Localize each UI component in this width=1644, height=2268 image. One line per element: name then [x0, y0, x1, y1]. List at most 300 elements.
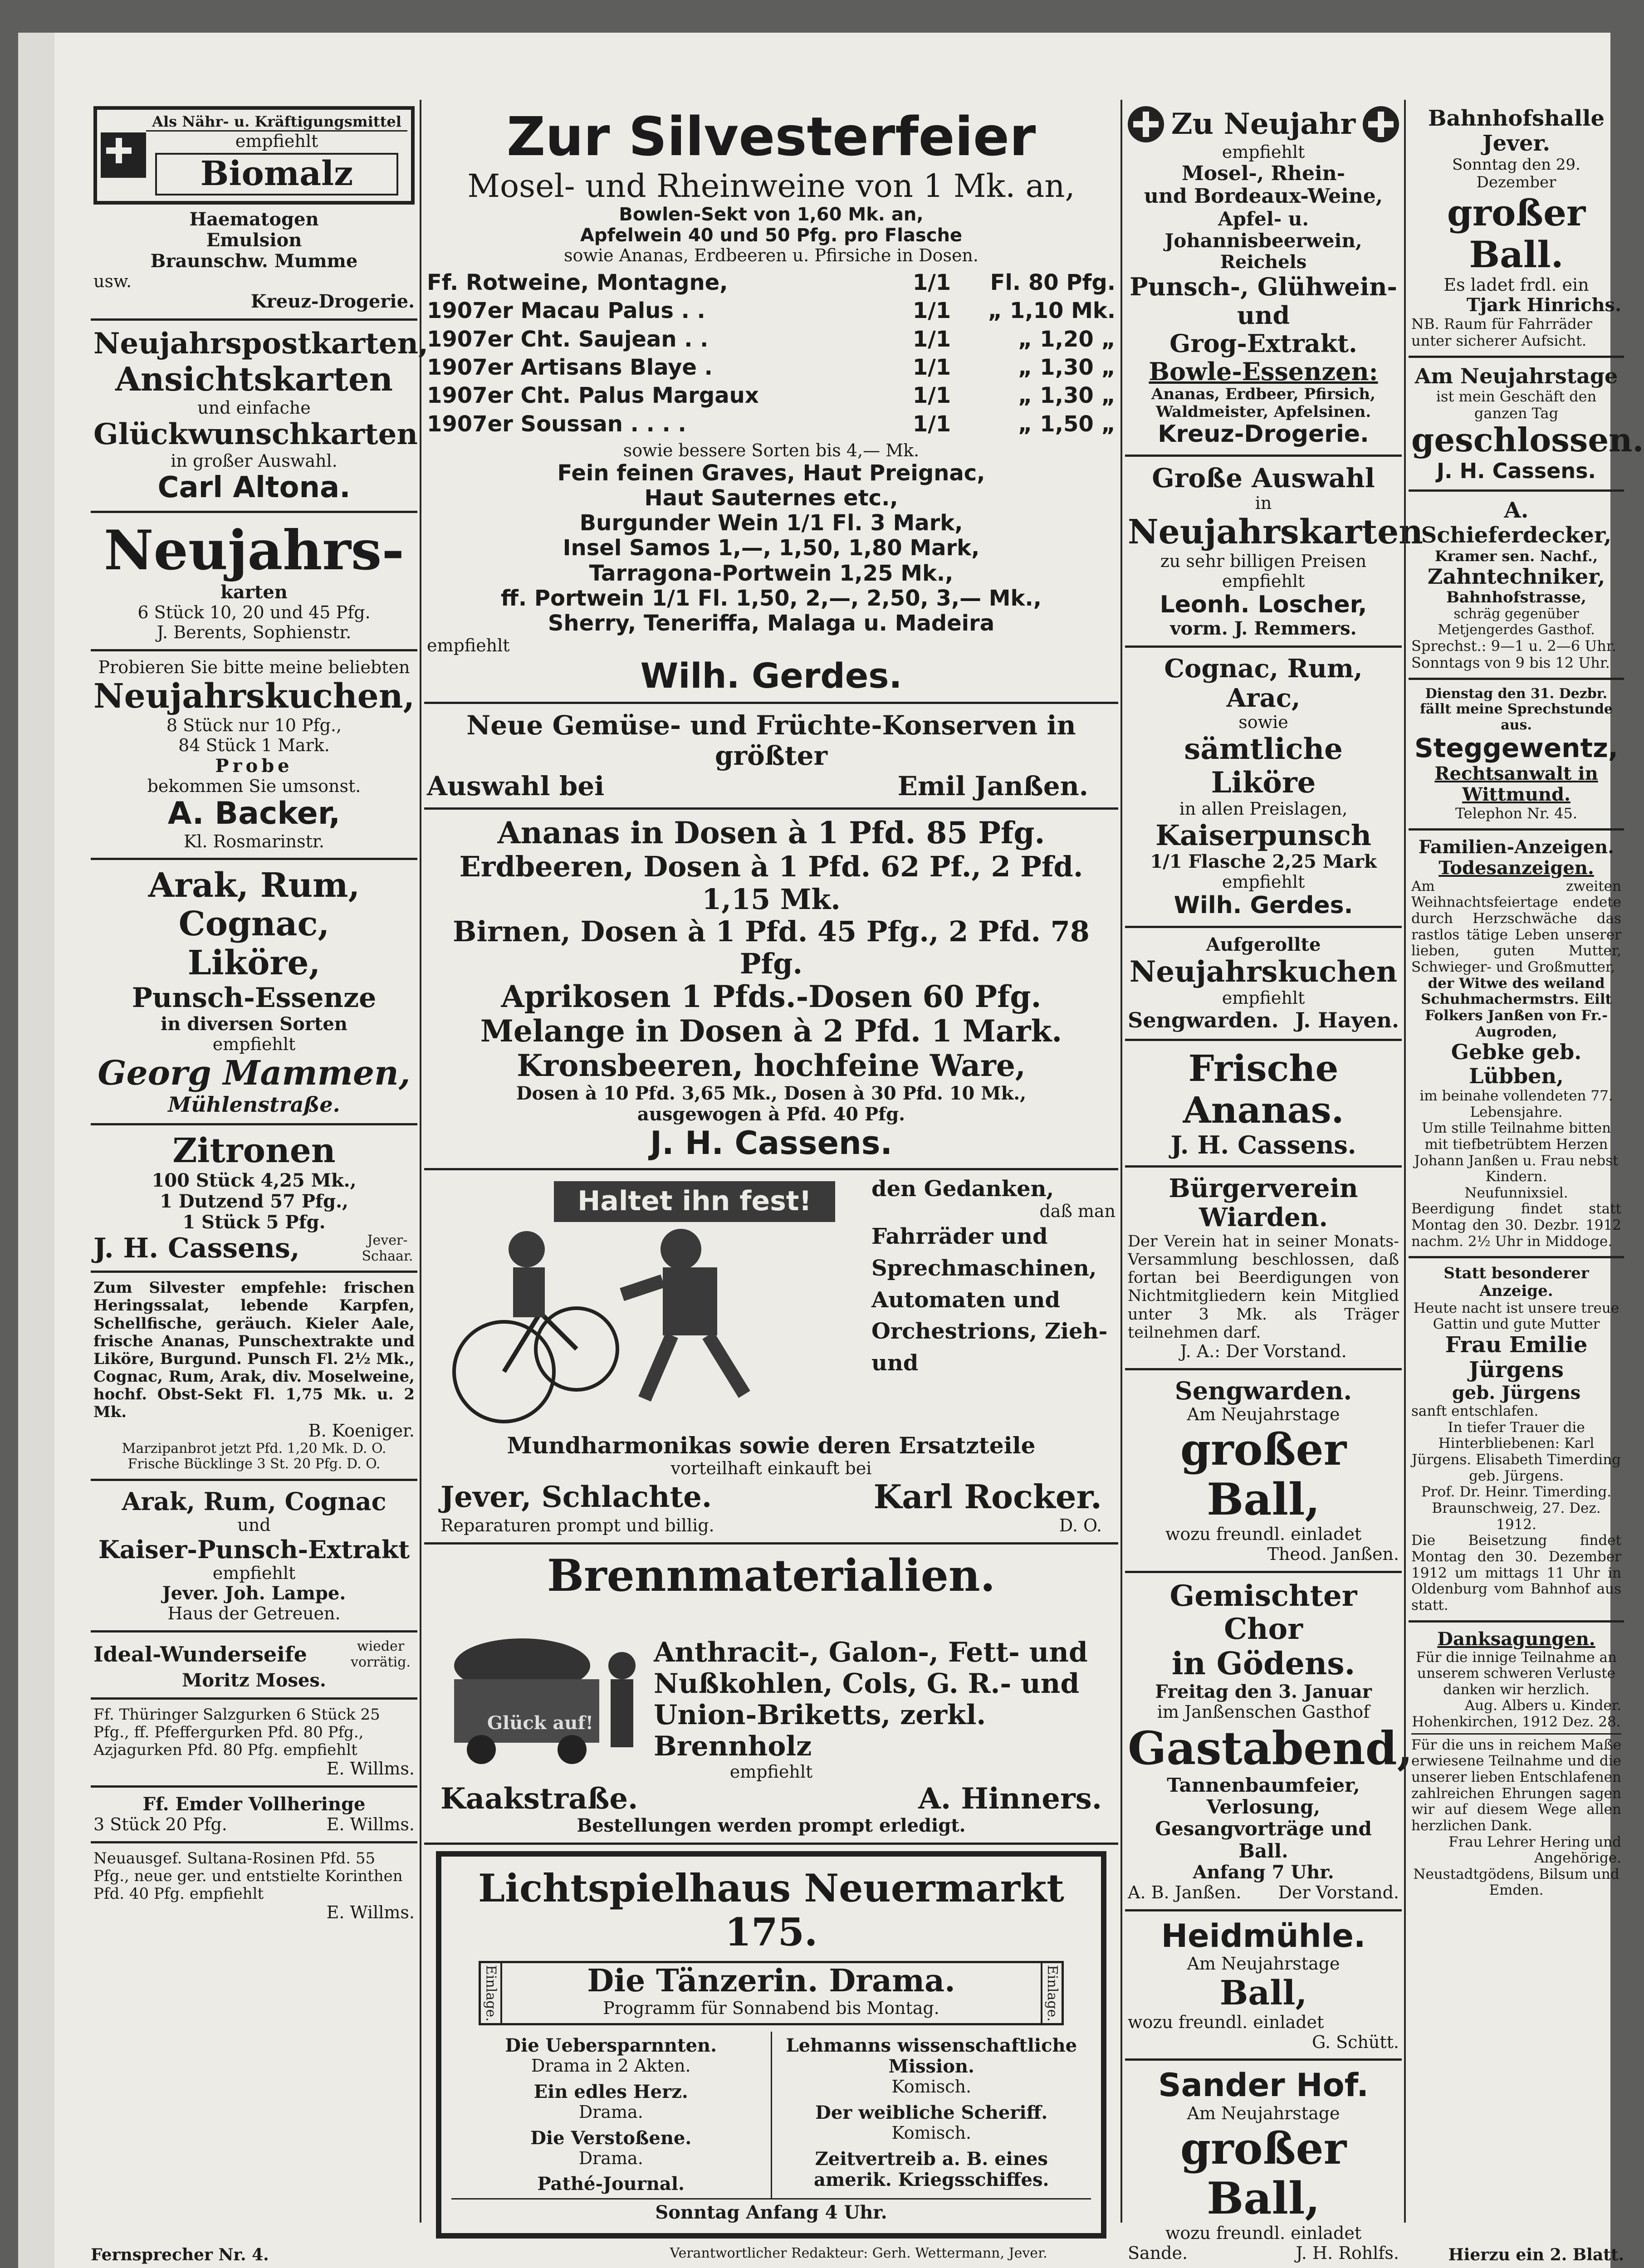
price-row: Aprikosen 1 Pfds.-Dosen 60 Pfg.: [501, 979, 1042, 1015]
headline: Ff. Emder Vollheringe: [142, 1794, 366, 1815]
text-line: Fein feinen Graves, Haut Preignac,: [557, 460, 985, 486]
ad-buergerverein: [1125, 1168, 1402, 1370]
city: Sengwarden.: [1128, 1007, 1279, 1032]
product-name: Biomalz: [155, 153, 398, 195]
text-body: Für die innige Teilnahme an unserem schweren Verluste danken wir herzlich.: [1416, 1649, 1617, 1698]
headline: Lichtspielhaus Neuermarkt 175.: [478, 1866, 1064, 1955]
headline: Auswahl bei: [427, 770, 605, 802]
ad-heidmuehle: [1125, 1911, 1402, 2061]
film-genre: Komisch.: [891, 2123, 972, 2143]
text-body: Beerdigung findet statt Montag den 30. Dezbr. 1912 nachm. 2½ Uhr in Middoge.: [1411, 1201, 1621, 1250]
ad-sengwarden: [1125, 1370, 1402, 1573]
text-line: Anfang 7 Uhr.: [1193, 1862, 1334, 1883]
kino-frame: [436, 1851, 1106, 2239]
ad-willms-3: [91, 1843, 417, 1929]
text-line: zu sehr billigen Preisen: [1160, 551, 1367, 572]
ad-familien: [1409, 831, 1624, 1259]
signature: J. H. Rohlfs.: [1296, 2243, 1399, 2263]
section-subtitle: Todesanzeigen.: [1438, 857, 1594, 879]
shop-name: J. H. Cassens.: [650, 1124, 893, 1162]
headline: Zur Silvesterfeier: [506, 105, 1036, 168]
ad-koeniger: [91, 1273, 417, 1481]
headline: Am Neujahrstage: [1414, 363, 1618, 388]
wine-row: [427, 353, 1116, 381]
ad-schieferdecker: [1409, 492, 1624, 680]
headline: Neujahrskarten: [1128, 513, 1423, 552]
coal-cart-illustration: [427, 1629, 654, 1734]
ad-juergens: [1409, 1258, 1624, 1622]
headline: Neue Gemüse- und Früchte-Konserven in größter: [466, 710, 1076, 771]
text-line: Reparaturen prompt und billig.: [440, 1515, 714, 1535]
text-line: 6 Stück 10, 20 und 45 Pfg.: [137, 602, 371, 623]
text-line: Neustadtgödens, Bilsum und Emden.: [1413, 1866, 1620, 1899]
text-body: Neuausgef. Sultana-Rosinen Pfd. 55 Pfg., neue ger. und entstielte Korinthen Pfd. 40 Pfg. empfiehlt: [93, 1849, 403, 1903]
text-line: empfiehlt: [1222, 872, 1305, 892]
kino-footer: Sonntag Anfang 4 Uhr.: [451, 2198, 1091, 2223]
shop-name: Leonh. Loscher,: [1160, 591, 1367, 618]
headline: großer Ball,: [1180, 1423, 1347, 1525]
text-line: Dosen à 10 Pfd. 3,65 Mk., Dosen à 30 Pfd. 10 Mk.,: [516, 1083, 1027, 1105]
film-title: Der weibliche Scheriff.: [815, 2102, 1048, 2124]
text-line: empfiehlt: [1222, 988, 1305, 1008]
text-line: und einfache: [197, 397, 311, 418]
headline: Liköre,: [187, 943, 321, 982]
headline: Gemischter Chor: [1169, 1579, 1357, 1647]
headline: Cognac,: [178, 904, 330, 944]
text-line: wozu freundl. einladet: [1165, 1524, 1362, 1545]
headline: Zahntechniker,: [1427, 564, 1605, 589]
headline: Brennmaterialien.: [547, 1549, 996, 1601]
address: Mühlenstraße.: [168, 1092, 340, 1117]
headline-cont: karten: [220, 582, 288, 603]
wine-price: „ 1,20 „: [1018, 326, 1116, 352]
shop-name: Kreuz-Drogerie.: [250, 291, 415, 313]
footer-note: Hierzu ein 2. Blatt.: [1448, 2245, 1624, 2264]
ad-ananas: [1125, 1041, 1402, 1168]
headline: Neujahrs-: [103, 518, 405, 583]
text-line: Frische Bücklinge 3 St. 20 Pfg. D. O.: [127, 1456, 381, 1472]
text-line: Ananas, Erdbeer, Pfirsich, Waldmeister, Apfelsinen.: [1151, 385, 1375, 421]
text-line: Bestellungen werden prompt erledigt.: [577, 1815, 966, 1837]
signature: Der Vorstand.: [1278, 1882, 1399, 1903]
ad-hayen: [1125, 928, 1402, 1041]
shop-name: J. H. Cassens.: [1170, 1130, 1356, 1159]
text-line: Heute nacht ist unsere treue Gattin und gute Mutter: [1413, 1300, 1620, 1333]
wine-row: [427, 297, 1116, 325]
person-name: Gebke geb. Lübben,: [1451, 1040, 1582, 1089]
text-line: 8 Stück nur 10 Pfg.,: [166, 715, 342, 736]
text-body: Fahrräder und Sprechmaschinen, Automaten und Orchestrions, Zieh- und: [871, 1224, 1108, 1376]
text-line: Am Neujahrstage: [1187, 2103, 1340, 2123]
headline: Arak, Rum,: [148, 866, 360, 905]
product-item: Haematogen: [189, 208, 319, 230]
text-line: Neufunnixsiel.: [1464, 1184, 1568, 1201]
text-line: Aufgerollte: [1206, 934, 1321, 955]
wine-row: [427, 410, 1116, 438]
ad-loscher: [1125, 457, 1423, 648]
text-line: NB. Raum für Fahrräder unter sicherer Aufsicht.: [1411, 315, 1592, 350]
text-line: Dienstag den 31. Dezbr. fällt meine Sprechstunde aus.: [1419, 685, 1613, 733]
cyclist-chase-drawing: [427, 1222, 871, 1431]
text-line: und Bordeaux-Weine,: [1144, 185, 1383, 208]
ad-sander-hof: [1125, 2061, 1402, 2268]
text-line: Mosel-, Rhein-: [1182, 161, 1345, 185]
ad-cassens-konserven: [424, 810, 1118, 1170]
text-line: Mundharmonikas sowie deren Ersatzteile: [507, 1432, 1036, 1459]
wine-row: [427, 325, 1116, 353]
text-line: im beinahe vollendeten 77. Lebensjahre.: [1419, 1087, 1613, 1120]
headline: Grog-Extrakt.: [1169, 328, 1357, 358]
ad-backer: [91, 651, 417, 860]
text-line: sowie Ananas, Erdbeeren u. Pfirsiche in Dosen.: [563, 245, 979, 266]
text-line: Rechtsanwalt in Wittmund.: [1434, 763, 1598, 805]
text-line: und: [237, 1515, 271, 1535]
text-line: Reichels: [1220, 251, 1307, 273]
text-line: 3 Stück 20 Pfg.: [93, 1814, 227, 1835]
film-title: Zeitvertreib a. B. eines amerik. Kriegsschiffes.: [814, 2148, 1049, 2190]
headline: Punsch-, Glühwein- und: [1130, 272, 1397, 330]
wine-name: Ff. Rotweine, Montagne,: [427, 269, 728, 295]
text-line: ist mein Geschäft den ganzen Tag: [1436, 387, 1597, 422]
shop-name: A. Backer,: [167, 796, 341, 832]
wine-name: 1907er Cht. Palus Margaux: [427, 383, 759, 409]
text-line: Hohenkirchen, 1912 Dez. 28.: [1412, 1714, 1621, 1730]
headline: Bowle-Essenzen:: [1149, 357, 1378, 386]
wine-name: 1907er Soussan . . . .: [427, 411, 686, 437]
text-line: empfiehlt: [729, 1762, 813, 1782]
headline: Sengwarden.: [1174, 1376, 1352, 1405]
headline: Zitronen: [172, 1131, 336, 1171]
text-line: Prof. Dr. Heinr. Timerding.: [1421, 1484, 1612, 1501]
text-line: Am Neujahrstage: [1187, 1954, 1340, 1974]
person-name: Frau Emilie Jürgens: [1445, 1332, 1588, 1383]
text-line: in diversen Sorten: [161, 1013, 347, 1035]
film-genre: Drama.: [578, 2102, 643, 2122]
text-line: Haut Sauternes etc.,: [644, 485, 898, 511]
cross-icon: [1128, 106, 1164, 142]
headline: Arak, Rum, Cognac: [122, 1486, 387, 1516]
wine-size: 1/1: [912, 326, 951, 352]
wine-size: 1/1: [912, 355, 951, 381]
shop-name: Georg Mammen,: [98, 1054, 411, 1093]
headline: Kaiserpunsch: [1155, 818, 1371, 852]
price-row: Erdbeeren, Dosen à 1 Pfd. 62 Pf., 2 Pfd. 1,15 Mk.: [459, 850, 1083, 916]
film-title: Pathé-Journal.: [537, 2173, 685, 2195]
headline: großer Ball.: [1447, 191, 1586, 276]
text-line: Burgunder Wein 1/1 Fl. 3 Mark,: [579, 510, 963, 536]
product-item: Braunschw. Mumme: [150, 250, 358, 272]
text-line: sanft entschlafen.: [1411, 1403, 1539, 1420]
main-feature: Die Tänzerin. Drama.: [587, 1962, 955, 1999]
text-line: in allen Preislagen,: [1179, 799, 1348, 819]
text-line: Kramer sen. Nachf.,: [1434, 547, 1598, 565]
text-line: Tarragona-Portwein 1,25 Mk.,: [589, 560, 954, 586]
ad-willms-1: [91, 1700, 417, 1788]
wine-name: 1907er Macau Palus . .: [427, 298, 705, 324]
headline: geschlossen.: [1411, 420, 1644, 459]
shop-name: Wilh. Gerdes.: [1174, 891, 1353, 919]
text-line: 1/1 Flasche 2,25 Mark: [1150, 851, 1377, 873]
shop-name: B. Koeniger.: [308, 1421, 415, 1441]
headline: in Gödens.: [1171, 1645, 1355, 1682]
text-line: schräg gegenüber Metjengerdes Gasthof.: [1438, 606, 1595, 638]
text-line: Probe: [215, 755, 293, 777]
signature: J. A.: Der Vorstand.: [1180, 1341, 1347, 1362]
footer-editor: Verantwortlicher Redakteur: Gerh. Wettermann, Jever.: [670, 2245, 1047, 2261]
film-genre: Komisch.: [891, 2077, 972, 2097]
text-line: bekommen Sie umsonst.: [147, 776, 361, 796]
film-genre: Drama.: [578, 2148, 643, 2168]
ad-moses: [91, 1633, 417, 1700]
ad-mammen: [91, 860, 417, 1125]
headline: Neujahrskuchen: [1129, 954, 1398, 989]
shop-name: E. Willms.: [326, 1814, 415, 1835]
text-line: Bowlen-Sekt von 1,60 Mk. an,: [619, 204, 924, 225]
text-line: 100 Stück 4,25 Mk.,: [152, 1170, 357, 1192]
product-item: Emulsion: [206, 229, 302, 251]
program-list: [451, 2032, 1091, 2198]
ad-willms-2: [91, 1788, 417, 1843]
bicycle-illustration: [427, 1177, 871, 1432]
text-line: Telephon Nr. 45.: [1455, 804, 1578, 822]
signature: Tjark Hinrichs.: [1466, 294, 1621, 316]
headline: großer Ball,: [1180, 2122, 1347, 2224]
text-line: in großer Auswahl.: [171, 450, 338, 471]
column-4: [1409, 100, 1644, 2232]
headline: Bürgerverein Wiarden.: [1169, 1173, 1358, 1233]
text-line: empfiehlt: [1222, 142, 1305, 162]
text-line: 1 Dutzend 57 Pfg.,: [160, 1191, 348, 1212]
column-1: [91, 100, 429, 2232]
wine-price: „ 1,10 Mk.: [988, 298, 1116, 324]
ad-gerdes-likoere: [1125, 648, 1402, 928]
text-line: Sprechst.: 9—1 u. 2—6 Uhr. Sonntags von 9 bis 12 Uhr.: [1411, 637, 1616, 671]
page-footer: [91, 2245, 1624, 2264]
ad-gerdes-silvester: [424, 100, 1118, 704]
price-row: Kronsbeeren, hochfeine Ware,: [517, 1048, 1026, 1084]
text-line: D. O.: [1059, 1515, 1102, 1535]
wine-size: 1/1: [912, 298, 951, 324]
headline: Neujahrskuchen,: [93, 677, 415, 716]
shop-name: E. Willms.: [326, 1902, 415, 1922]
film-title: Lehmanns wissenschaftliche Mission.: [786, 2035, 1077, 2077]
headline: Große Auswahl: [1152, 462, 1375, 494]
side-label: Einlage.: [481, 1963, 502, 2024]
ad-hinners: [424, 1545, 1118, 1845]
ad-altona: [91, 321, 429, 513]
text-line: ausgewogen à Pfd. 40 Pfg.: [637, 1104, 905, 1125]
text-body: Der Verein hat in seiner Monats-Versammlung beschlossen, daß fortan bei Beerdigungen von Nichtmitgliedern kein Mitglied unter 3 Mk. als Träger teilnehmen darf.: [1128, 1232, 1399, 1342]
headline: Gastabend,: [1128, 1721, 1413, 1775]
headline: sämtliche Liköre: [1184, 732, 1343, 800]
shop-name: A. Schieferdecker,: [1421, 498, 1612, 548]
text-line: Bahnhofstrasse,: [1446, 588, 1586, 607]
signature: A. B. Janßen.: [1128, 1882, 1242, 1903]
ad-zitronen: [91, 1125, 417, 1273]
city: Sande.: [1128, 2243, 1188, 2263]
headline: Sander Hof.: [1158, 2067, 1369, 2104]
ad-janssen: [424, 704, 1118, 810]
text-line: Probieren Sie bitte meine beliebten: [98, 657, 410, 677]
haltet-banner: Haltet ihn fest!: [554, 1181, 835, 1222]
ad-danksagungen: [1409, 1623, 1624, 1906]
person-name: geb. Jürgens: [1452, 1382, 1581, 1404]
text-line: Braunschweig, 27. Dez. 1912.: [1432, 1500, 1601, 1533]
binding-strip: [18, 33, 54, 2268]
shop-name: Moritz Moses.: [182, 1670, 326, 1691]
cart-label: Glück auf!: [487, 1712, 594, 1734]
text-line: den Gedanken,: [871, 1176, 1054, 1202]
text-line: in: [1255, 493, 1272, 513]
wine-price: „ 1,50 „: [1018, 411, 1116, 437]
shop-name: E. Willms.: [326, 1759, 415, 1779]
headline: Ansichtskarten: [115, 359, 393, 398]
column-rule: [1120, 100, 1122, 2223]
price-row: Ananas in Dosen à 1 Pfd. 85 Pfg.: [497, 815, 1045, 851]
wine-price: Fl. 80 Pfg.: [990, 269, 1116, 295]
text-line: empfiehlt: [212, 1563, 296, 1583]
text-line: vorm. J. Remmers.: [1170, 618, 1357, 640]
shop-name: J. H. Cassens.: [1437, 459, 1596, 484]
wine-name: 1907er Cht. Saujean . .: [427, 326, 709, 352]
subheadline: Mosel- und Rheinweine von 1 Mk. an,: [467, 167, 1075, 205]
text-line: 1 Stück 5 Pfg.: [182, 1212, 326, 1233]
text-line: daß man: [1039, 1201, 1116, 1221]
wine-size: 1/1: [912, 411, 951, 437]
product-item: usw.: [93, 271, 132, 291]
headline: Kaiser-Punsch-Extrakt: [98, 1535, 410, 1564]
text-body: Anthracit-, Galon-, Fett- und Nußkohlen, Cols, G. R.- und Union-Briketts, zerkl. Brennholz: [654, 1637, 1088, 1763]
shop-name: Emil Janßen.: [897, 770, 1088, 802]
headline: Ball,: [1219, 1973, 1307, 2013]
section-title: Danksagungen.: [1437, 1628, 1595, 1650]
shop-name: J. Berents, Sophienstr.: [157, 622, 352, 642]
ad-cassens-geschlossen: [1409, 358, 1644, 492]
cross-icon: [1363, 106, 1399, 142]
ad-bahnhofshalle: [1409, 100, 1624, 358]
text-line: wozu freundl. einladet: [1128, 2012, 1324, 2032]
film-genre: Drama in 2 Akten.: [531, 2056, 691, 2076]
wine-size: 1/1: [912, 269, 951, 295]
text-line: Apfel- u. Johannisbeerwein,: [1164, 207, 1362, 252]
ad-kino: [424, 1845, 1118, 2245]
headline: Bahnhofshalle Jever.: [1428, 106, 1605, 156]
signature: Aug. Albers u. Kinder.: [1464, 1697, 1621, 1714]
column-rule: [1404, 100, 1406, 2223]
headline: Ideal-Wunderseife: [93, 1642, 307, 1667]
text-line: wozu freundl. einladet: [1165, 2223, 1362, 2244]
text-body: der Witwe des weiland Schuhmachermstrs. Eilt Folkers Janßen von Fr.-Augroden,: [1421, 975, 1612, 1040]
text-line: Sherry, Teneriffa, Malaga u. Madeira: [548, 611, 995, 636]
column-2: [424, 100, 1118, 2232]
ad-steggewentz: [1409, 680, 1624, 831]
empfiehlt-text: empfiehlt: [235, 131, 318, 151]
wine-price-list: [427, 269, 1116, 438]
headline: Zu Neujahr: [1171, 107, 1356, 142]
film-title: Die Verstoßene.: [530, 2127, 692, 2149]
column-3: [1125, 100, 1423, 2263]
signature: G. Schütt.: [1311, 2032, 1399, 2052]
wine-row: [427, 269, 1116, 297]
headline: Punsch-Essenze: [132, 982, 377, 1014]
section-title: Familien-Anzeigen.: [1418, 836, 1615, 858]
footer-phone: Fernsprecher Nr. 4.: [91, 2245, 269, 2264]
film-title: Ein edles Herz.: [533, 2081, 688, 2103]
text-line: Apfelwein 40 und 50 Pfg. pro Flasche: [580, 225, 963, 246]
address: Haus der Getreuen.: [167, 1603, 341, 1624]
text-body: Am zweiten Weihnachtsfeiertage endete durch Herzschwäche das rastlos tätige Leben unserer lieben, guten Mutter, Schwieger- und Großmutter,: [1411, 878, 1621, 975]
ad-biomalz: [91, 100, 417, 321]
shop-name: Carl Altona.: [157, 470, 351, 504]
city: Jever, Schlachte.: [440, 1480, 712, 1514]
shop-name: Wilh. Gerdes.: [640, 655, 902, 696]
ad-chor: [1125, 1573, 1413, 1911]
text-body: Um stille Teilnahme bitten mit tiefbetrübtem Herzen Johann Janßen u. Frau nebst Kindern.: [1414, 1120, 1619, 1185]
text-line: im Janßenschen Gasthof: [1157, 1702, 1370, 1722]
banner-text: Als Nähr- u. Kräftigungsmittel: [146, 113, 407, 132]
text-line: Freitag den 3. Januar: [1155, 1681, 1372, 1703]
text-line: 84 Stück 1 Mark.: [178, 735, 330, 756]
text-line: Programm für Sonnabend bis Montag.: [603, 1998, 939, 2018]
headline: Neujahrspostkarten,: [93, 327, 429, 361]
shop-name: Karl Rocker.: [873, 1477, 1102, 1516]
text-body: Zum Silvester empfehle: frischen Heringssalat, lebende Karpfen, Schellfische, geräuch. Kieler Aale, frische Ananas, Punschextrakte und Liköre, Burgund. Punsch Fl. 2½ Mk., Cognac, Rum, Arak, div. Moselweine, hochf. Obst-Sekt Fl. 1,75 Mk. u. 2 Mk.: [93, 1279, 415, 1422]
price-row: Birnen, Dosen à 1 Pfd. 45 Pfg., 2 Pfd. 78 Pfg.: [453, 914, 1090, 981]
text-line: Es ladet frdl. ein: [1443, 274, 1589, 295]
shop-name: Jever. Joh. Lampe.: [162, 1583, 346, 1604]
section-title: Statt besonderer Anzeige.: [1443, 1264, 1589, 1300]
address: Jever-Schaar.: [362, 1232, 413, 1264]
text-line: empfiehlt: [427, 635, 510, 656]
wine-price: „ 1,30 „: [1018, 355, 1116, 381]
shop-name: J. H. Cassens,: [93, 1232, 300, 1265]
shop-name: Kreuz-Drogerie.: [1158, 420, 1369, 448]
text-line: empfiehlt: [1222, 571, 1305, 591]
text-line: Marzipanbrot jetzt Pfd. 1,20 Mk. D. O.: [122, 1440, 387, 1457]
column-rule: [420, 100, 421, 2223]
headline: Frische Ananas.: [1183, 1046, 1344, 1131]
ad-rocker: [424, 1170, 1118, 1545]
text-line: Sonntag den 29. Dezember: [1452, 156, 1580, 192]
text-line: ff. Portwein 1/1 Fl. 1,50, 2,—, 2,50, 3,— Mk.,: [501, 585, 1042, 611]
shop-name: Steggewentz,: [1414, 733, 1618, 764]
text-line: Am Neujahrstage: [1187, 1404, 1340, 1424]
text-body: Die Beisetzung findet Montag den 30. Dezember 1912 um mittags 11 Uhr in Oldenburg vom Bahnhof aus statt.: [1411, 1532, 1621, 1613]
text-line: vorteilhaft einkauft bei: [670, 1458, 872, 1478]
shop-name: A. Hinners.: [918, 1781, 1102, 1816]
shop-name: J. Hayen.: [1295, 1007, 1399, 1032]
text-line: sowie bessere Sorten bis 4,— Mk.: [623, 440, 920, 461]
wine-size: 1/1: [912, 383, 951, 409]
address: Kl. Rosmarinstr.: [183, 831, 324, 851]
text-line: Insel Samos 1,—, 1,50, 1,80 Mark,: [563, 535, 980, 561]
price-row: Melange in Dosen à 2 Pfd. 1 Mark.: [480, 1013, 1062, 1049]
signature: Theod. Janßen.: [1267, 1544, 1399, 1564]
headline: Cognac, Rum, Arac,: [1164, 654, 1363, 713]
signature: Frau Lehrer Hering und Angehörige.: [1448, 1833, 1621, 1867]
wine-price: „ 1,30 „: [1018, 383, 1116, 409]
text-body: Ff. Thüringer Salzgurken 6 Stück 25 Pfg., ff. Pfeffergurken Pfd. 80 Pfg., Azjagurken Pfd. 80 Pfg. empfiehlt: [93, 1706, 380, 1760]
text-line: wieder vorrätig.: [351, 1638, 411, 1670]
film-title: Die Uebersparnnten.: [505, 2035, 717, 2057]
text-body: In tiefer Trauer die Hinterbliebenen: Karl Jürgens. Elisabeth Timerding geb. Jürgens.: [1411, 1419, 1621, 1484]
red-cross-icon: [101, 132, 146, 178]
text-line: empfiehlt: [212, 1034, 296, 1054]
headline: Glückwunschkarten: [93, 417, 418, 452]
ad-lampe: [91, 1481, 417, 1633]
side-label: Einlage.: [1041, 1963, 1062, 2024]
text-body: Für die uns in reichem Maße erwiesene Teilnahme und die unserer lieben Entschlafenen zahlreichen Ehrungen sagen wir auf diesem Wege allen herzlichen Dank.: [1411, 1733, 1621, 1834]
